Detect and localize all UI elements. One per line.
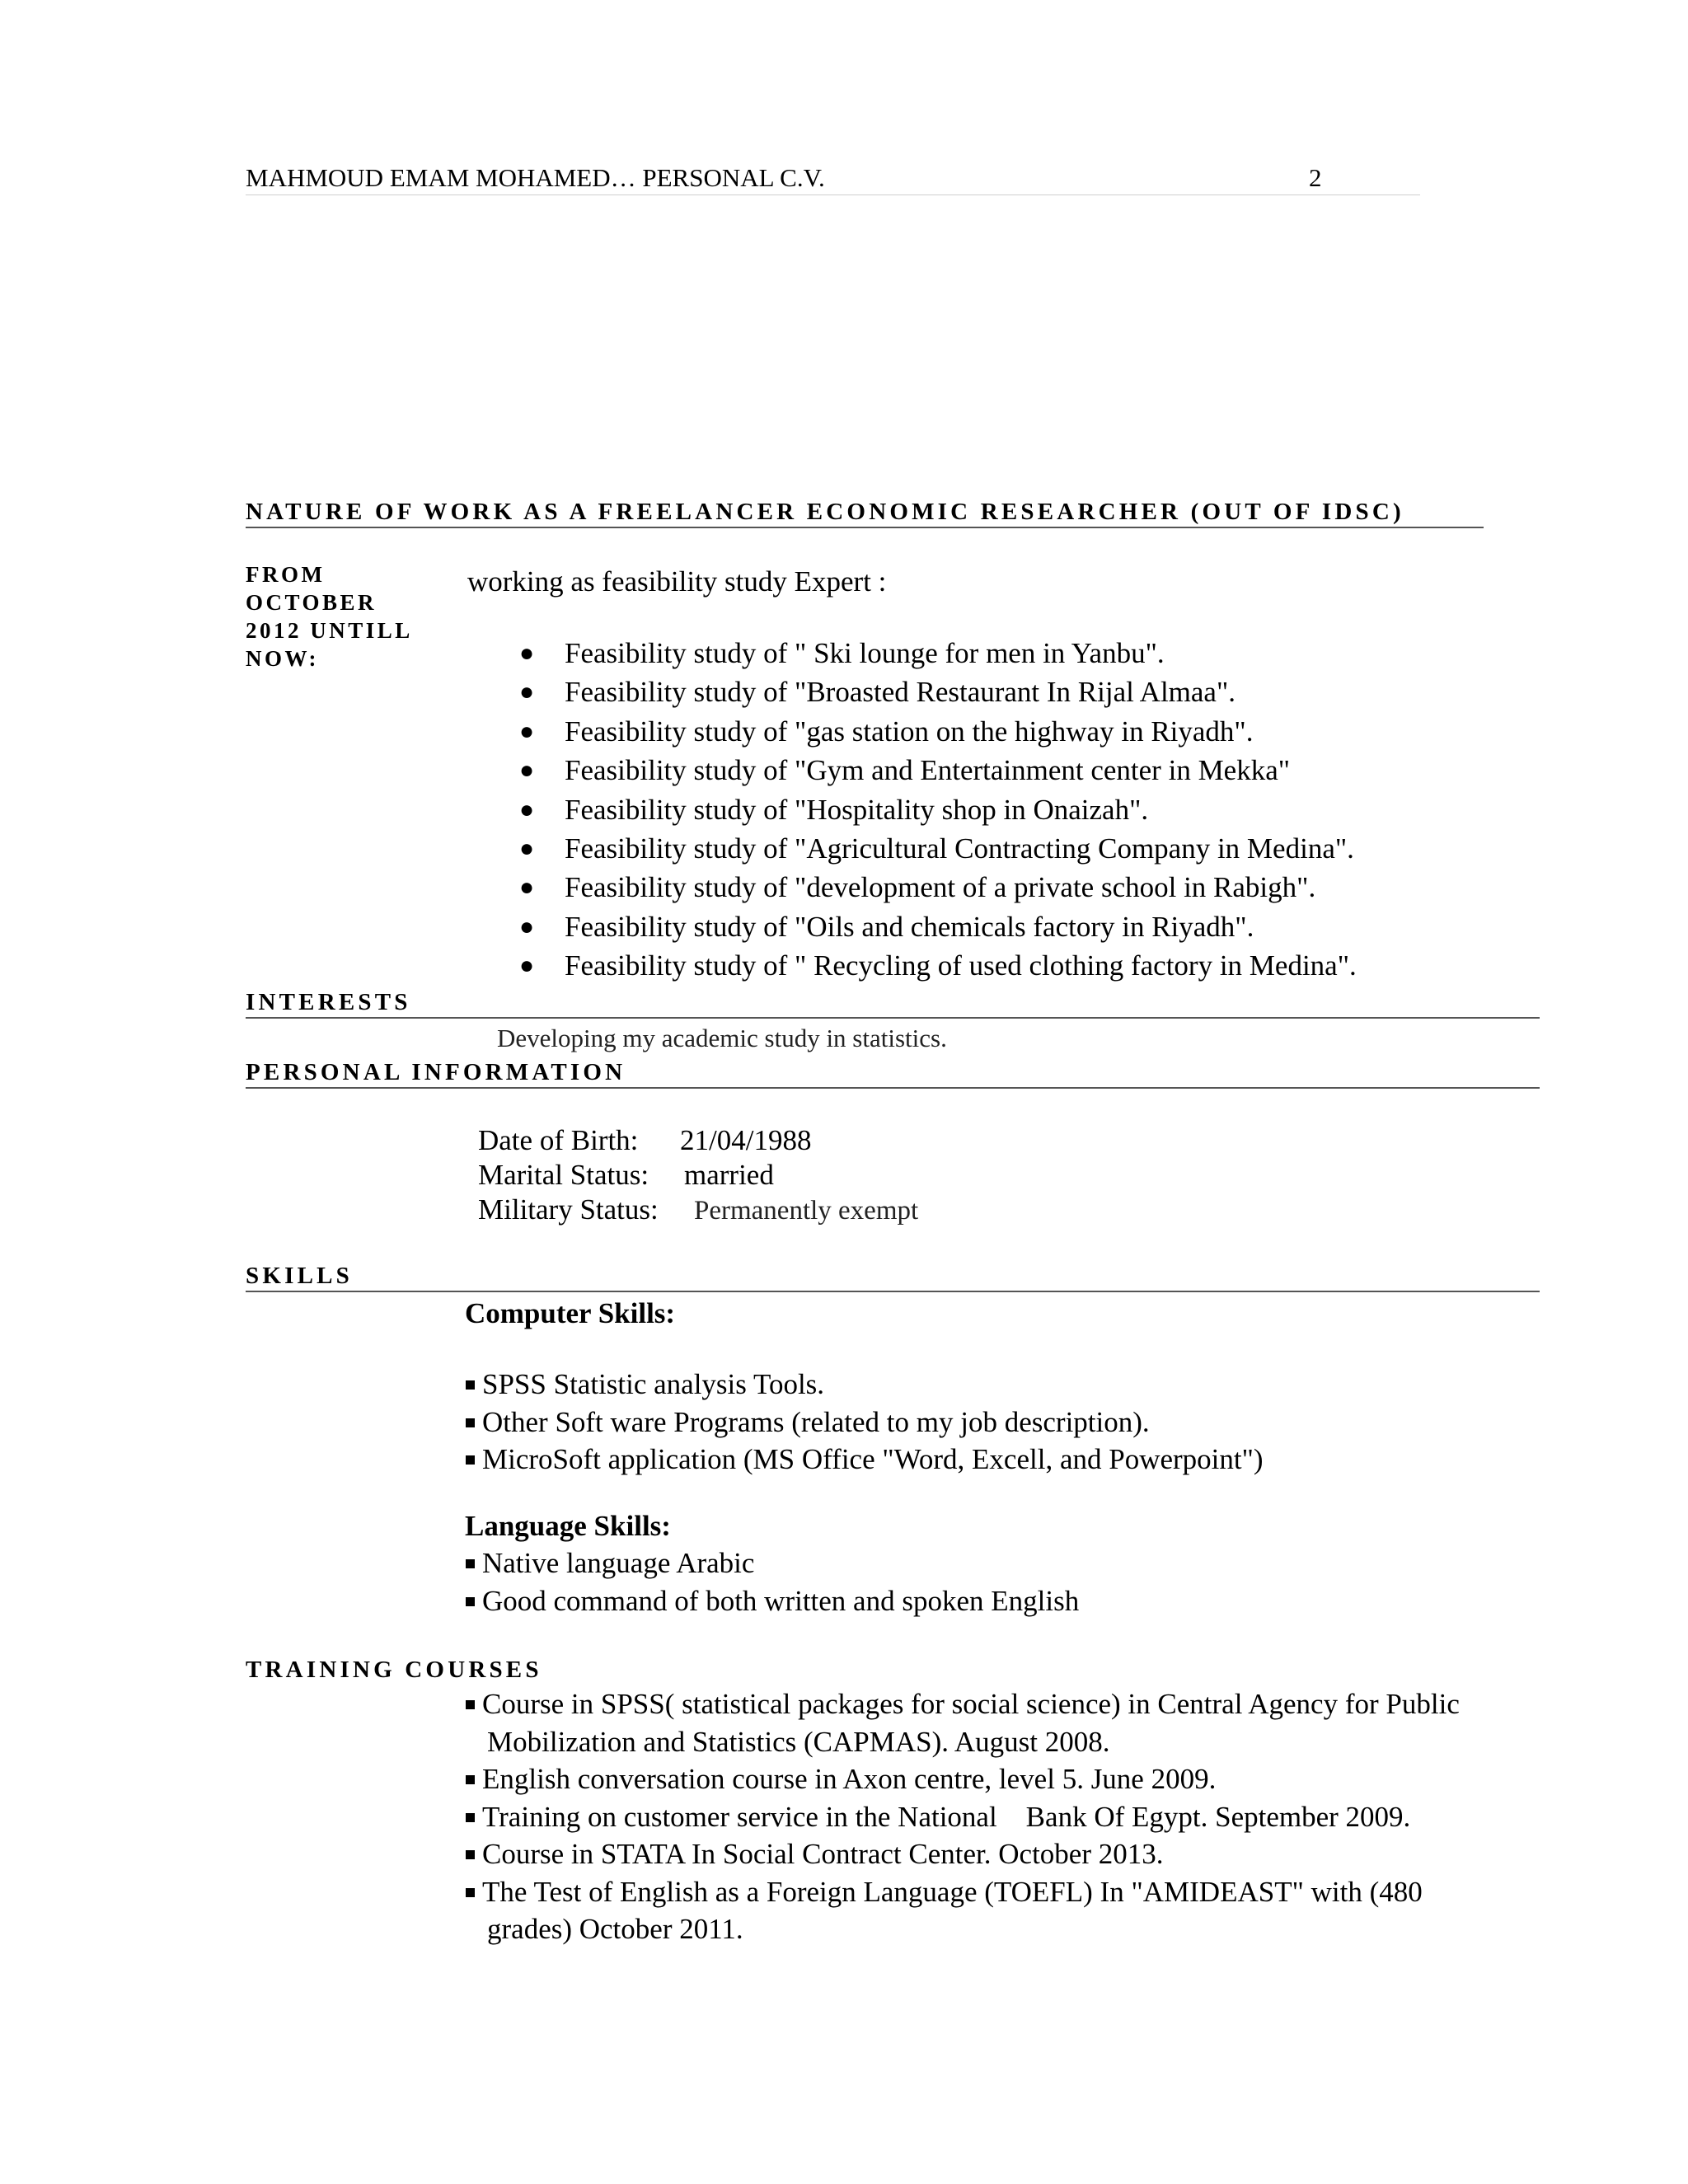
work-section-heading: NATURE OF WORK AS A FREELANCER ECONOMIC RESEARCHER (OUT OF IDSC): [246, 497, 1484, 528]
running-header: [246, 162, 1420, 195]
computer-skills-heading: Computer Skills:: [465, 1297, 676, 1329]
work-intro: working as feasibility study Expert :: [467, 565, 887, 598]
square-bullet-icon: [466, 1380, 475, 1390]
list-item: Native language Arabic: [464, 1544, 1079, 1582]
bullet-icon: ●: [519, 952, 535, 980]
military-row: [478, 1193, 919, 1227]
list-item: Course in SPSS( statistical packages for social science) in Central Agency for Public Mobilization and Statistics (CAPMAS). August 2008.: [464, 1685, 1460, 1760]
square-bullet-icon: [466, 1813, 475, 1822]
training-list: [464, 1685, 1460, 1948]
list-item: Course in STATA In Social Contract Center. October 2013.: [464, 1835, 1460, 1873]
list-item: ● Feasibility study of "Gym and Entertainment center in Mekka": [471, 751, 1357, 790]
list-item: ● Feasibility study of " Ski lounge for men in Yanbu".: [471, 634, 1357, 673]
marital-row: [478, 1158, 774, 1193]
square-bullet-icon: [466, 1888, 475, 1897]
list-item: ● Feasibility study of " Recycling of used clothing factory in Medina".: [471, 946, 1357, 985]
square-bullet-icon: [466, 1700, 475, 1709]
list-item: Training on customer service in the National Bank Of Egypt. September 2009.: [464, 1798, 1460, 1836]
list-item: ● Feasibility study of "Agricultural Contracting Company in Medina".: [471, 829, 1357, 868]
bullet-icon: ●: [519, 834, 535, 862]
dob-label: Date of Birth:: [478, 1124, 639, 1156]
language-skills-list: [464, 1544, 1079, 1619]
interests-heading: INTERESTS: [246, 987, 1540, 1019]
bullet-icon: ●: [519, 640, 535, 667]
list-item: SPSS Statistic analysis Tools.: [464, 1366, 1264, 1404]
square-bullet-icon: [466, 1418, 475, 1427]
skills-heading: SKILLS: [246, 1261, 1540, 1292]
personal-info-heading: PERSONAL INFORMATION: [246, 1057, 1540, 1089]
list-item: Other Soft ware Programs (related to my job description).: [464, 1404, 1264, 1441]
feasibility-list: [471, 634, 1357, 986]
computer-skills-list: [464, 1366, 1264, 1479]
list-item: ● Feasibility study of "Hospitality shop in Onaizah".: [471, 790, 1357, 829]
square-bullet-icon: [466, 1850, 475, 1859]
training-heading: TRAINING COURSES: [246, 1657, 542, 1683]
bullet-icon: ●: [519, 912, 535, 940]
bullet-icon: ●: [519, 717, 535, 745]
list-item: The Test of English as a Foreign Language (TOEFL) In "AMIDEAST" with (480 grades) October 2011.: [464, 1873, 1460, 1948]
square-bullet-icon: [466, 1455, 475, 1465]
language-skills-heading: Language Skills:: [465, 1510, 671, 1542]
bullet-icon: ●: [519, 757, 535, 785]
square-bullet-icon: [466, 1559, 475, 1568]
military-value: Permanently exempt: [694, 1196, 919, 1226]
list-item: MicroSoft application (MS Office "Word, Excell, and Powerpoint"): [464, 1441, 1264, 1479]
list-item: ● Feasibility study of "Oils and chemicals factory in Riyadh".: [471, 907, 1357, 946]
list-item: ● Feasibility study of "Broasted Restaurant In Rijal Almaa".: [471, 673, 1357, 711]
dob-row: [478, 1123, 812, 1158]
marital-value: married: [684, 1159, 774, 1191]
list-item: English conversation course in Axon centre, level 5. June 2009.: [464, 1760, 1460, 1798]
list-item: Good command of both written and spoken English: [464, 1582, 1079, 1620]
header-title: MAHMOUD EMAM MOHAMED… PERSONAL C.V.: [246, 163, 825, 192]
marital-label: Marital Status:: [478, 1159, 649, 1191]
work-period-label: FROM OCTOBER 2012 UNTILL NOW:: [246, 562, 412, 671]
military-label: Military Status:: [478, 1193, 659, 1226]
square-bullet-icon: [466, 1597, 475, 1606]
interests-text: Developing my academic study in statistics.: [497, 1024, 947, 1052]
dob-value: 21/04/1988: [680, 1124, 812, 1156]
page-number: 2: [1309, 163, 1322, 192]
bullet-icon: ●: [519, 678, 535, 706]
square-bullet-icon: [466, 1775, 475, 1784]
bullet-icon: ●: [519, 795, 535, 823]
list-item: ● Feasibility study of "gas station on the highway in Riyadh".: [471, 712, 1357, 751]
list-item: ● Feasibility study of "development of a private school in Rabigh".: [471, 868, 1357, 907]
bullet-icon: ●: [519, 874, 535, 902]
